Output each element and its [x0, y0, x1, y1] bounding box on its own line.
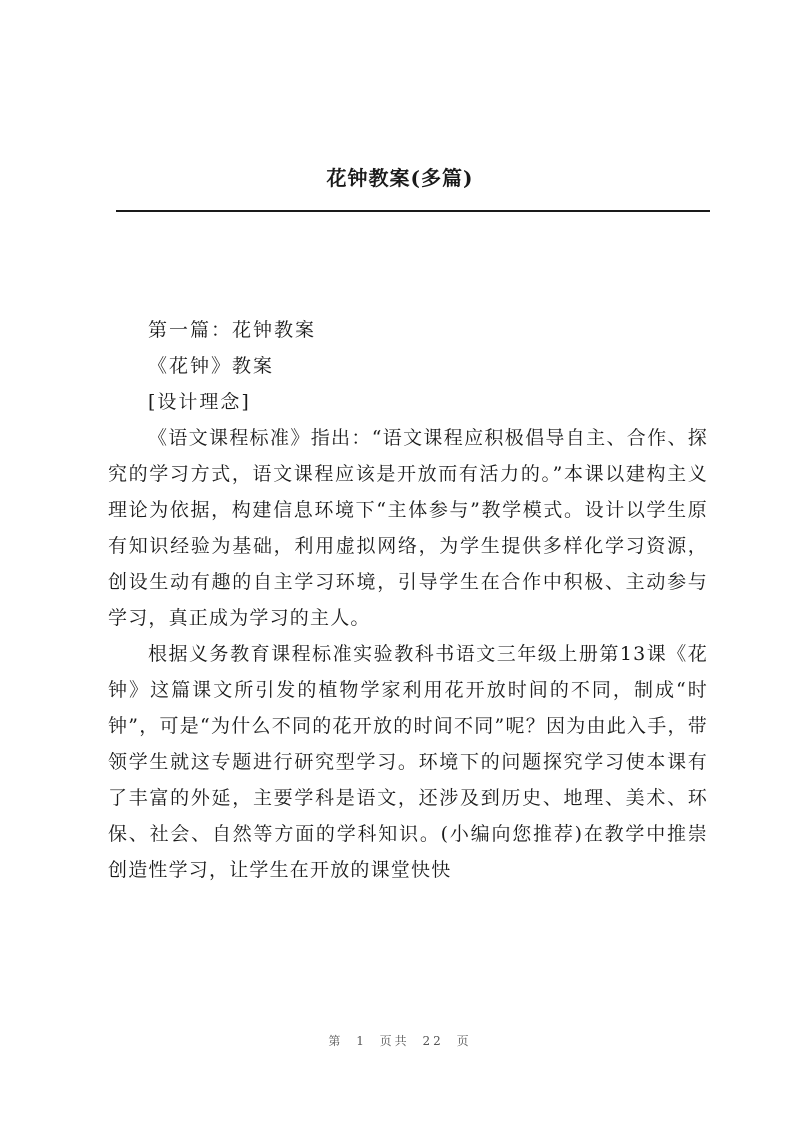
subsection-heading: [设计理念]	[148, 391, 251, 413]
lesson-title: 《花钟》教案	[148, 355, 275, 377]
page-footer: 第 1 页共 22 页	[328, 1034, 472, 1048]
title-divider	[116, 210, 710, 212]
body-paragraph: 《语文课程标准》指出：“语文课程应积极倡导自主、合作、探究的学习方式，语文课程应该是开放而有活力的。”本课以建构主义理论为依据，构建信息环境下“主体参与”教学模式。设计以学生原有知识经验为基础，利用虚拟网络，为学生提供多样化学习资源，创设生动有趣的自主学习环境，引导学生在合作中积极、主动参与学习，真正成为学习的主人。	[108, 427, 708, 629]
document-title: 花钟教案(多篇)	[326, 166, 474, 190]
document-body	[108, 312, 708, 888]
body-paragraph: 根据义务教育课程标准实验教科书语文三年级上册第13课《花钟》这篇课文所引发的植物学家利用花开放时间的不同，制成“时钟”，可是“为什么不同的花开放的时间不同”呢？因为由此入手，带领学生就这专题进行研究型学习。环境下的问题探究学习使本课有了丰富的外延，主要学科是语文，还涉及到历史、地理、美术、环保、社会、自然等方面的学科知识。(小编向您推荐)在教学中推崇创造性学习，让学生在开放的课堂快快	[108, 643, 708, 881]
section-heading: 第一篇：花钟教案	[148, 319, 317, 341]
